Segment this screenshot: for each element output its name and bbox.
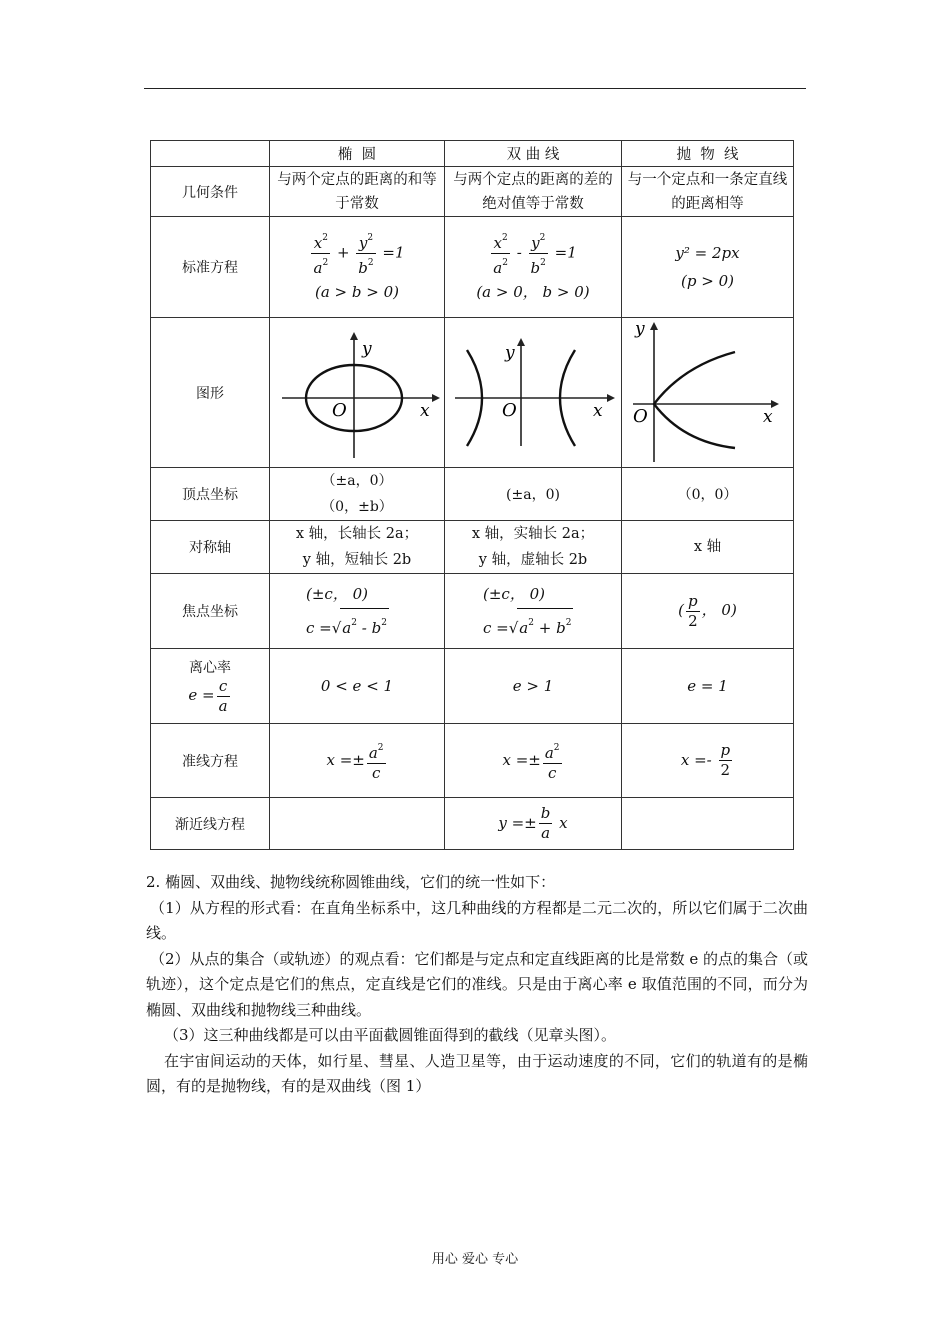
focus-ellipse-coords: (±c， 0) [306,585,368,603]
row-label-directrix: 准线方程 [151,724,270,798]
header-parabola: 抛 物 线 [622,141,794,167]
asymptote-hyperbola: y =± $\frac{b}{a}$ x [445,798,622,850]
axis-hyperbola-1: x 轴，实轴长 2a； [471,526,595,542]
hyperbola-graph [447,318,619,463]
graph-ellipse [270,318,445,468]
eccentricity-label: 离心率 [189,659,231,676]
parabola-equation: y² = 2px [675,244,740,262]
graph-parabola [622,318,794,468]
row-label-graph: 图形 [151,318,270,468]
equation-parabola [622,217,794,318]
parabola-graph [623,318,793,463]
header-empty [151,141,270,167]
conic-comparison-table [150,140,794,850]
ellipse-graph [272,318,442,463]
geometry-hyperbola: 与两个定点的距离的差的绝对值等于常数 [445,167,622,217]
axis-ellipse-2: y 轴，短轴长 2b [302,552,412,568]
y-axis-label: y [505,343,515,363]
directrix-ellipse: x =± $\frac{a^2}{c}$ [270,724,445,798]
asymptote-ellipse [270,798,445,850]
x-axis-label: x [420,401,430,421]
row-label-focus: 焦点坐标 [151,574,270,649]
directrix-hyperbola: x =± $\frac{a^2}{c}$ [445,724,622,798]
header-ellipse: 椭 圆 [270,141,445,167]
graph-hyperbola [445,318,622,468]
table-row-axis [151,521,794,574]
row-label-equation: 标准方程 [151,217,270,318]
axis-hyperbola [445,521,622,574]
origin-label: O [632,406,648,427]
paragraph-2: （1）从方程的形式看：在直角坐标系中，这几种曲线的方程都是二元二次的，所以它们属于二次曲线。 [146,898,808,942]
table-row-focus [151,574,794,649]
directrix-parabola: x =- $\frac{p}{2}$ [622,724,794,798]
table-row-eccentricity [151,649,794,724]
y-axis-label: y [634,319,645,339]
row-label-eccentricity: 离心率 e = $\frac{c}{a}$ [151,649,270,724]
table-row-equation [151,217,794,318]
header-rule [144,88,806,89]
equation-ellipse [270,217,445,318]
geometry-parabola: 与一个定点和一条定直线的距离相等 [622,167,794,217]
focus-ellipse [270,574,445,649]
paragraph-1: 2. 椭圆、双曲线、抛物线统称圆锥曲线，它们的统一性如下： [146,873,556,891]
paragraph-4: （3）这三种曲线都是可以由平面截圆锥面得到的截线（见章头图）。 [164,1026,617,1044]
axis-ellipse [270,521,445,574]
table-row-directrix [151,724,794,798]
y-axis-label: y [362,339,372,359]
focus-hyperbola-c: $c =√a^2 + b^2$ [483,608,618,642]
vertex-ellipse-1: （±a，0） [321,473,393,489]
axis-ellipse-1: x 轴，长轴长 2a； [295,526,419,542]
vertex-ellipse [270,468,445,521]
focus-hyperbola-coords: (±c， 0) [483,585,545,603]
origin-label: O [332,400,347,421]
table-row-graph [151,318,794,468]
parabola-condition: (p > 0) [681,272,734,290]
x-axis-label: x [762,407,773,427]
hyperbola-equation: $\frac{x^2}{a^2}$ - $\frac{y^2}{b^2}$ =1 [448,229,618,278]
row-label-geometry: 几何条件 [151,167,270,217]
focus-hyperbola [445,574,622,649]
vertex-ellipse-2: （0，±b） [321,499,393,515]
origin-label: O [502,400,517,421]
page-footer: 用心 爱心 专心 [431,1252,519,1267]
x-axis-label: x [593,401,603,421]
focus-parabola: ( $\frac{p}{2}$ ， 0) [622,574,794,649]
ellipse-condition: (a > b > 0) [314,282,399,301]
table-row-asymptote [151,798,794,850]
axis-parabola: x 轴 [622,521,794,574]
vertex-parabola: （0，0） [622,468,794,521]
hyperbola-condition: (a > 0， b > 0) [476,282,590,301]
table-row-vertex [151,468,794,521]
ellipse-equation: $\frac{x^2}{a^2}$ + $\frac{y^2}{b^2}$ =1 [273,229,441,278]
geometry-ellipse: 与两个定点的距离的和等于常数 [270,167,445,217]
eccentricity-ellipse: 0 < e < 1 [270,649,445,724]
table-row-geometry [151,167,794,217]
equation-hyperbola [445,217,622,318]
row-label-asymptote: 渐近线方程 [151,798,270,850]
body-text [146,870,808,1100]
table-header-row [151,141,794,167]
eccentricity-parabola: e = 1 [622,649,794,724]
eccentricity-hyperbola: e > 1 [445,649,622,724]
row-label-axis: 对称轴 [151,521,270,574]
header-hyperbola: 双 曲 线 [445,141,622,167]
paragraph-3: （2）从点的集合（或轨迹）的观点看：它们都是与定点和定直线距离的比是常数 e 的点的集合（或轨迹），这个定点是它们的焦点，定直线是它们的准线。只是由于离心率 e 取值范围的不同，而分为椭圆、双曲线和抛物线三种曲线。 [146,949,808,1019]
axis-hyperbola-2: y 轴，虚轴长 2b [478,552,588,568]
vertex-hyperbola: (±a，0) [445,468,622,521]
asymptote-parabola [622,798,794,850]
focus-ellipse-c: $c =√a^2 - b^2$ [306,608,441,642]
paragraph-5: 在宇宙间运动的天体，如行星、彗星、人造卫星等，由于运动速度的不同，它们的轨道有的是椭圆，有的是抛物线，有的是双曲线（图 1） [146,1051,808,1095]
row-label-vertex: 顶点坐标 [151,468,270,521]
